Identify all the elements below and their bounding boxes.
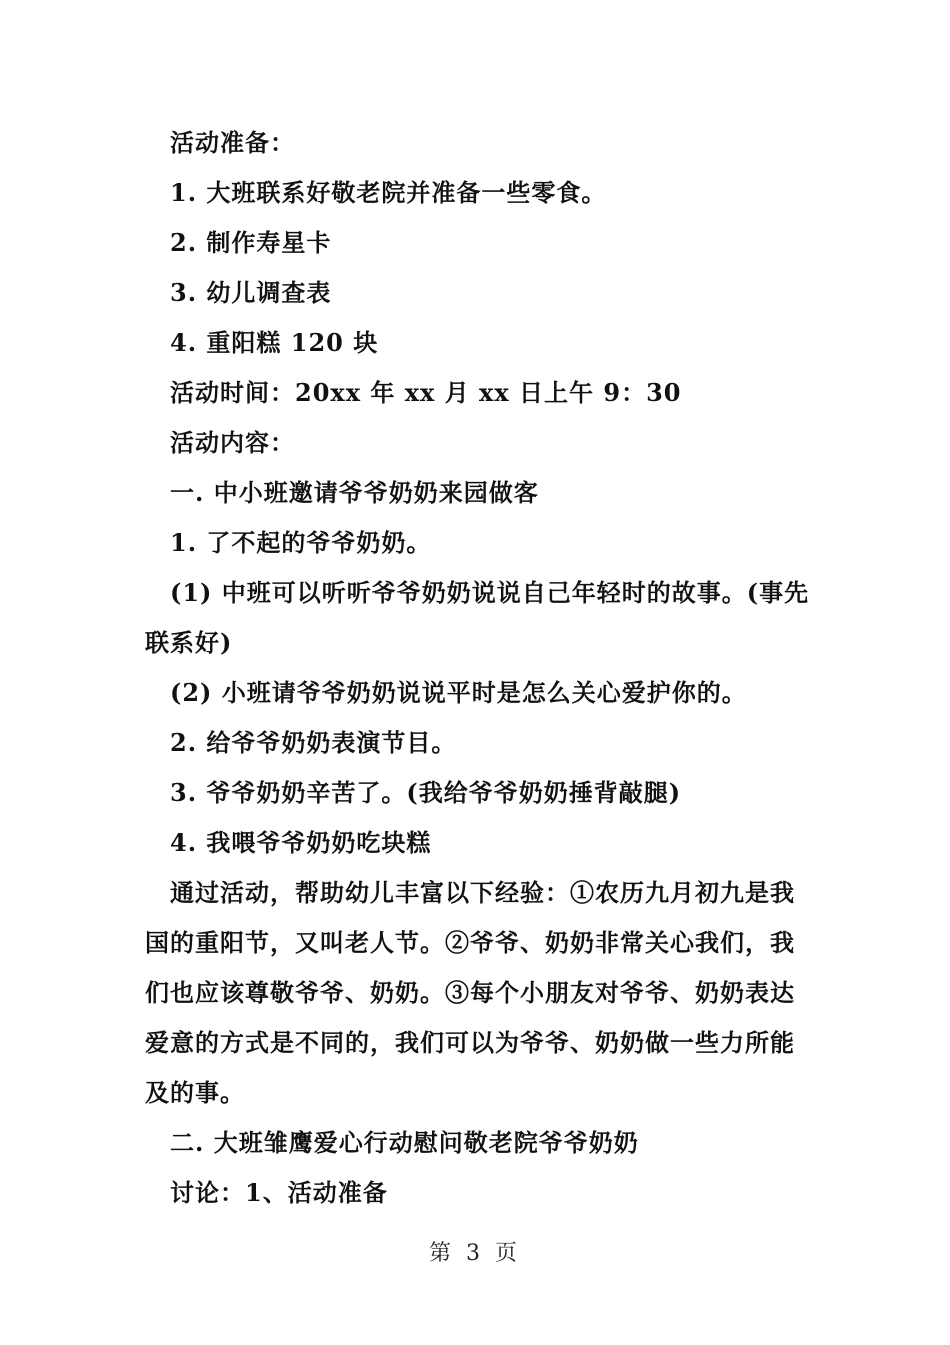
list-item: 4. 我喂爷爷奶奶吃块糕 [170, 828, 432, 857]
activity-time: 活动时间：20xx 年 xx 月 xx 日上午 9：30 [170, 378, 682, 407]
section-heading-content: 活动内容： [170, 428, 295, 457]
list-item: 3. 幼儿调查表 [170, 278, 332, 307]
document-body [145, 118, 810, 1218]
subsection-heading-two: 二. 大班雏鹰爱心行动慰问敬老院爷爷奶奶 [170, 1128, 639, 1157]
list-item: 2. 给爷爷奶奶表演节目。 [170, 728, 457, 757]
section-heading-preparation: 活动准备： [170, 128, 295, 157]
list-item: 2. 制作寿星卡 [170, 228, 332, 257]
summary-paragraph: 通过活动，帮助幼儿丰富以下经验：①农历九月初九是我国的重阳节，又叫老人节。②爷爷、奶奶非常关心我们，我们也应该尊敬爷爷、奶奶。③每个小朋友对爷爷、奶奶表达爱意的方式是不同的，我们可以为爷爷、奶奶做一些力所能及的事。 [145, 878, 795, 1107]
list-item: (2) 小班请爷爷奶奶说说平时是怎么关心爱护你的。 [170, 678, 747, 707]
list-item: 1. 大班联系好敬老院并准备一些零食。 [170, 178, 607, 207]
discussion-line: 讨论：1、活动准备 [170, 1178, 388, 1207]
story-paragraph: (1) 中班可以听听爷爷奶奶说说自己年轻时的故事。(事先联系好) [145, 578, 810, 657]
subsection-heading-one: 一. 中小班邀请爷爷奶奶来园做客 [170, 478, 539, 507]
list-item: 1. 了不起的爷爷奶奶。 [170, 528, 432, 557]
list-item: 3. 爷爷奶奶辛苦了。(我给爷爷奶奶捶背敲腿) [170, 778, 682, 807]
list-item: 4. 重阳糕 120 块 [170, 328, 379, 357]
page-number: 第 3 页 [429, 1241, 521, 1266]
